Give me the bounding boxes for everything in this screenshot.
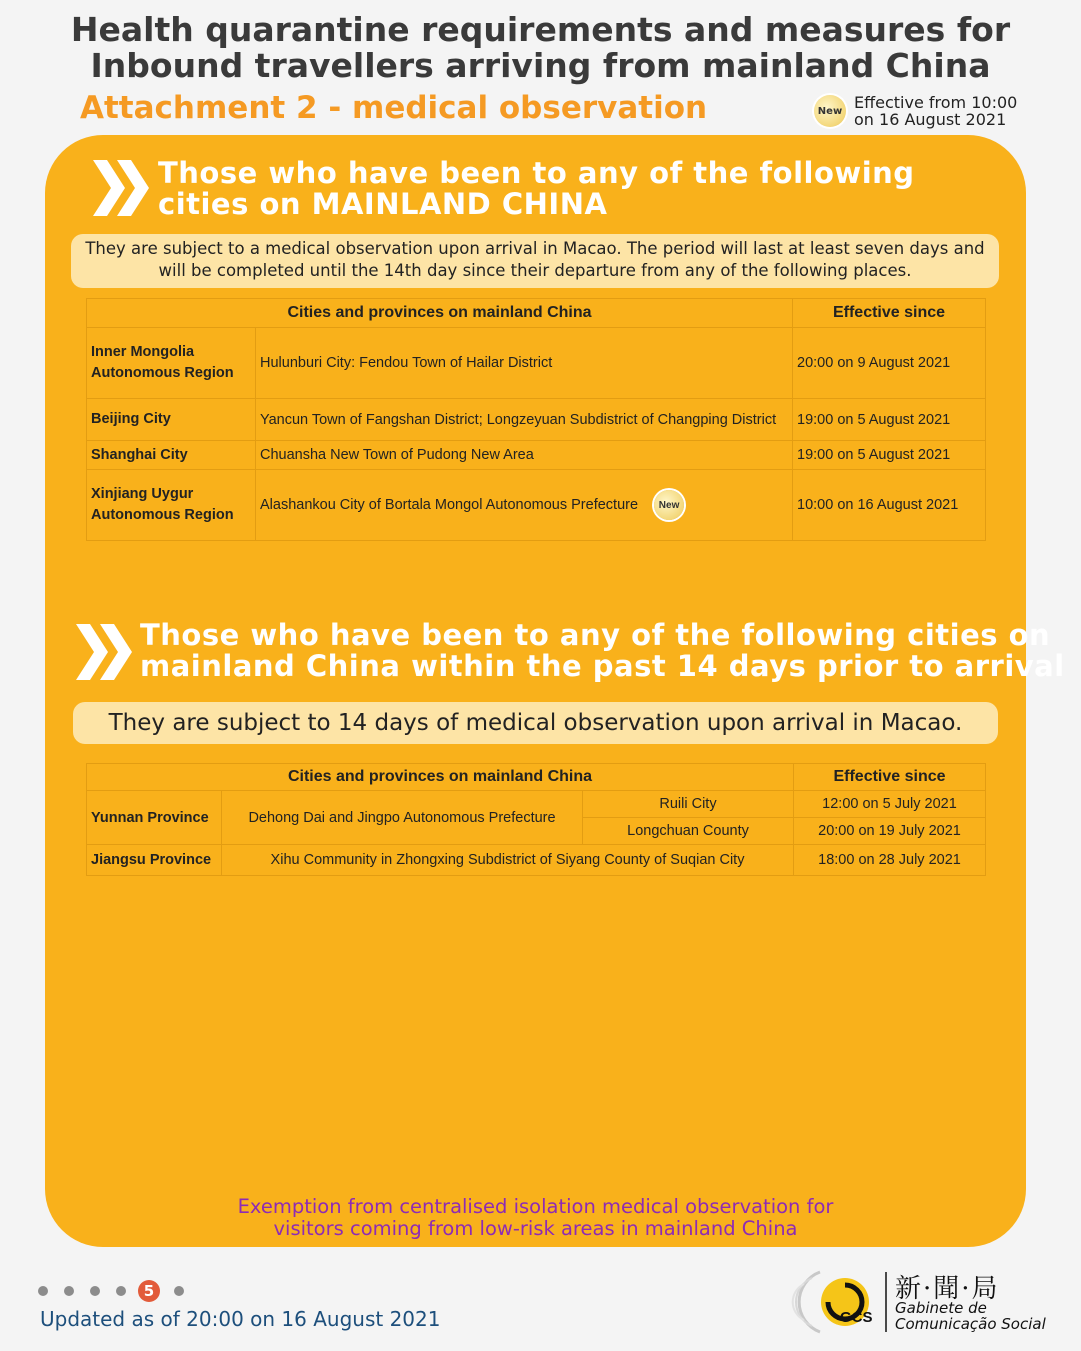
logo-portuguese-text <box>895 1300 1046 1332</box>
exemption-link[interactable] <box>45 1196 1026 1240</box>
table-row <box>87 845 986 876</box>
prefecture-cell: Dehong Dai and Jingpo Autonomous Prefecture <box>222 791 583 845</box>
table-row <box>87 328 986 399</box>
effective-line-2: on 16 August 2021 <box>854 110 1007 129</box>
area-cell: Xihu Community in Zhongxing Subdistrict of Siyang County of Suqian City <box>222 845 794 876</box>
section2-heading <box>140 620 1065 682</box>
logo-mark-text: GCS <box>840 1309 873 1326</box>
province-cell: Shanghai City <box>87 441 256 470</box>
col-effective-header: Effective since <box>793 299 986 328</box>
table-row <box>87 441 986 470</box>
col-cities-header: Cities and provinces on mainland China <box>87 764 794 791</box>
table-row <box>87 791 986 818</box>
current-page-marker[interactable]: 5 <box>138 1280 160 1302</box>
page-title <box>0 12 1081 84</box>
page-dot[interactable] <box>90 1286 100 1296</box>
section2-table <box>86 763 986 876</box>
logo-pt-line-2: Comunicação Social <box>895 1315 1046 1333</box>
logo-chinese-text: 新·聞·局 <box>895 1274 1000 1304</box>
area-cell: Yancun Town of Fangshan District; Longzeyuan Subdistrict of Changping District <box>256 399 793 441</box>
section1-table <box>86 298 986 541</box>
double-chevron-icon <box>76 624 134 680</box>
page-dot[interactable] <box>174 1286 184 1296</box>
province-cell: Beijing City <box>87 399 256 441</box>
col-cities-header: Cities and provinces on mainland China <box>87 299 793 328</box>
area-cell: Chuansha New Town of Pudong New Area <box>256 441 793 470</box>
area-cell <box>256 470 793 541</box>
province-cell: Inner Mongolia Autonomous Region <box>87 328 256 399</box>
section1-heading <box>158 158 915 220</box>
section1-heading-line-1: Those who have been to any of the following <box>158 156 915 190</box>
city-cell: Longchuan County <box>583 818 794 845</box>
area-text: Alashankou City of Bortala Mongol Autonomous Prefecture <box>260 496 639 513</box>
updated-timestamp: Updated as of 20:00 on 16 August 2021 <box>40 1307 441 1331</box>
col-effective-header: Effective since <box>794 764 986 791</box>
since-cell: 19:00 on 5 August 2021 <box>793 399 986 441</box>
table-header-row <box>87 299 986 328</box>
effective-line-1: Effective from 10:00 <box>854 93 1018 112</box>
since-cell: 20:00 on 19 July 2021 <box>794 818 986 845</box>
attachment-subtitle: Attachment 2 - medical observation <box>80 90 708 126</box>
since-cell: 10:00 on 16 August 2021 <box>793 470 986 541</box>
section2-heading-line-2: mainland China within the past 14 days prior to arrival <box>140 649 1065 683</box>
section2-note: They are subject to 14 days of medical observation upon arrival in Macao. <box>73 702 998 744</box>
new-badge-icon: New <box>654 490 684 520</box>
table-row <box>87 470 986 541</box>
section1-note-line-2: will be completed until the 14th day since their departure from any of the following places. <box>158 261 912 280</box>
section1-note <box>71 234 999 288</box>
since-cell: 18:00 on 28 July 2021 <box>794 845 986 876</box>
province-cell: Yunnan Province <box>87 791 222 845</box>
section2-heading-line-1: Those who have been to any of the following cities on <box>140 618 1051 652</box>
page-dot[interactable] <box>38 1286 48 1296</box>
since-cell: 12:00 on 5 July 2021 <box>794 791 986 818</box>
exemption-line-1: Exemption from centralised isolation medical observation for <box>237 1195 834 1218</box>
new-badge-icon: New <box>814 95 846 127</box>
since-cell: 20:00 on 9 August 2021 <box>793 328 986 399</box>
section1-note-line-1: They are subject to a medical observation upon arrival in Macao. The period will last at least seven days and <box>85 239 985 258</box>
area-cell: Hulunburi City: Fendou Town of Hailar District <box>256 328 793 399</box>
since-cell: 19:00 on 5 August 2021 <box>793 441 986 470</box>
province-cell: Xinjiang Uygur Autonomous Region <box>87 470 256 541</box>
page-dot[interactable] <box>64 1286 74 1296</box>
page-indicator <box>38 1280 200 1302</box>
table-row <box>87 399 986 441</box>
title-line-1: Health quarantine requirements and measures for <box>70 10 1011 49</box>
effective-date <box>854 94 1017 128</box>
double-chevron-icon <box>93 160 151 216</box>
title-line-2: Inbound travellers arriving from mainland China <box>90 46 991 85</box>
table-header-row <box>87 764 986 791</box>
province-cell: Jiangsu Province <box>87 845 222 876</box>
exemption-line-2: visitors coming from low-risk areas in mainland China <box>273 1217 798 1240</box>
city-cell: Ruili City <box>583 791 794 818</box>
section1-heading-line-2: cities on MAINLAND CHINA <box>158 187 608 221</box>
logo-pt-line-1: Gabinete de <box>895 1299 987 1317</box>
page-dot[interactable] <box>116 1286 126 1296</box>
